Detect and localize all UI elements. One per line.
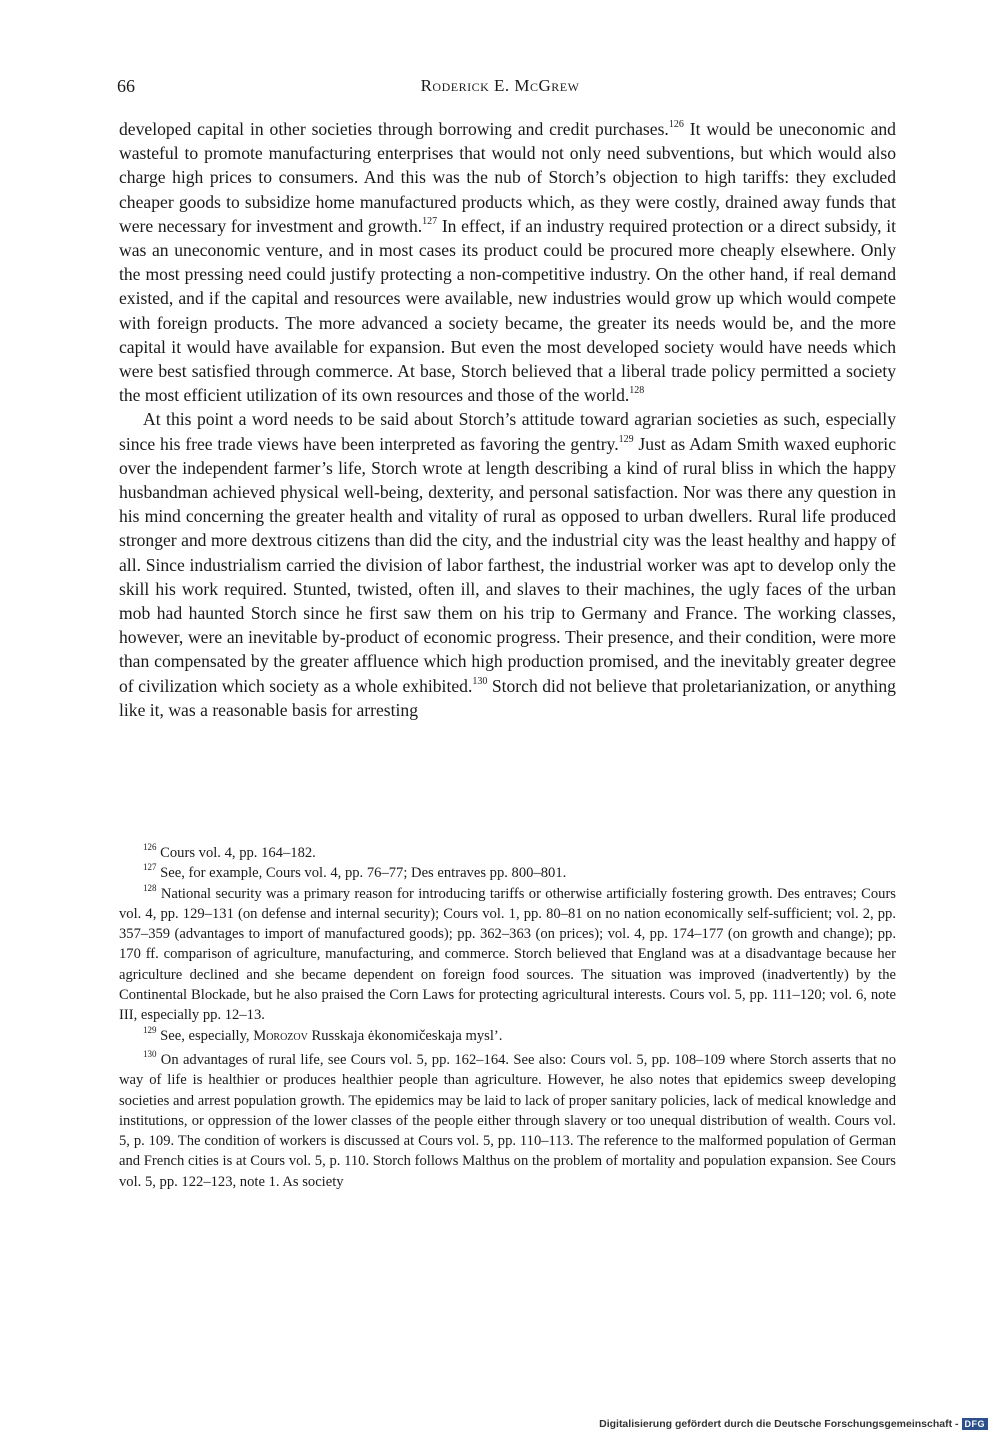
footnotes: [119, 843, 896, 1192]
digitization-credit: [599, 1418, 988, 1430]
footnote-129: [119, 1026, 896, 1046]
footnote-number: 126: [143, 842, 157, 853]
footnote-text: Russkaja ėkonomičeskaja mysl’.: [307, 1027, 503, 1044]
text-run: In effect, if an industry required protection or a direct subsidy, it was an uneconomic venture, and in most cases its product could be procured more cheaply elsewhere. Only the most pressing need could justify protecting a non-competitive industry. On the other hand, if real demand existed, and if the capital and resources were available, new industries would grow up which would compete with foreign products. The more advanced a society became, the greater its needs would be, and the more capital it would have available for expansion. But even the most developed society would have needs which were best satisfied through commerce. At base, Storch believed that a liberal trade policy permitted a society the most efficient utilization of its own resources and those of the world.: [119, 215, 896, 406]
footnote-number: 127: [143, 862, 157, 873]
text-run: developed capital in other societies through borrowing and credit purchases.: [119, 119, 669, 139]
footnote-text: See, especially,: [156, 1027, 254, 1044]
footnote-number: 129: [143, 1024, 157, 1035]
footnote-text: See, for example, Cours vol. 4, pp. 76–77; Des entraves pp. 800–801.: [156, 865, 567, 882]
footnote-number: 130: [143, 1049, 157, 1060]
running-head: Roderick E. McGrew: [420, 76, 580, 95]
text-run: At this point a word needs to be said about Storch’s attitude toward agrarian societies as such, especially since his free trade views have been interpreted as favoring the gentry.: [119, 409, 896, 454]
paragraph: [119, 117, 896, 407]
footnote-number: 128: [143, 882, 157, 893]
footnote-ref[interactable]: 129: [618, 433, 634, 445]
footnote-text: On advantages of rural life, see Cours vol. 5, pp. 162–164. See also: Cours vol. 5, pp. 108–109 where Storch asserts that no way of life is healthier or produces healthier people than agriculture. However, he also notes that epidemics sweep developing societies and arrest population growth. The epidemics may be laid to lack of proper sanitary policies, lack of medical knowledge and institutions, or oppression of the lower classes of the people either through slavery or too unequal distribution of wealth. Cours vol. 5, p. 109. The condition of workers is discussed at Cours vol. 5, pp. 110–113. The reference to the malformed population of German and French cities is at Cours vol. 5, p. 110. Storch follows Malthus on the problem of mortality and population expansion. See Cours vol. 5, pp. 122–123, note 1. As society: [119, 1051, 896, 1190]
footnote-text: National security was a primary reason for introducing tariffs or otherwise artificially fostering growth. Des entraves; Cours vol. 4, pp. 129–131 (on defense and internal security); Cours vol. 1, pp. 80–81 on no nation economically self-sufficient; vol. 2, pp. 357–359 (advantages to import of manufactured goods); pp. 362–363 (on prices); vol. 4, pp. 174–177 (on growth and change); pp. 170 ff. comparison of agriculture, manufacturing, and commerce. Storch believed that England was at a disadvantage because her agriculture declined and she became dependent on foreign food sources. The situation was improved (inadvertently) by the Continental Blockade, but he also praised the Corn Laws for protecting agricultural interests. Cours vol. 5, pp. 111–120; vol. 6, note III, especially pp. 12–13.: [119, 885, 896, 1024]
footnote-text: Cours vol. 4, pp. 164–182.: [156, 845, 316, 861]
dfg-logo: DFG: [962, 1418, 989, 1430]
main-text: [119, 117, 896, 722]
footnote-ref[interactable]: 127: [422, 215, 438, 227]
page-number: 66: [117, 76, 135, 96]
footnote-ref[interactable]: 130: [472, 675, 488, 687]
footnote-author: Morozov: [253, 1027, 308, 1044]
text-run: Storch did not believe that proletarianization, or anything like it, was a reasonable basis for arresting: [119, 675, 896, 720]
text-run: Just as Adam Smith waxed euphoric over the independent farmer’s life, Storch wrote at length describing a kind of rural bliss in which the happy husbandman achieved physical well-being, dexterity, and personal satisfaction. Nor was there any question in his mind concerning the greater health and vitality of rural as opposed to urban dwellers. Rural life produced stronger and more dextrous citizens than did the city, and the industrial city was the least healthy and happy of all. Since industrialism carried the division of labor farthest, the industrial worker was apt to develop only the skill his work required. Stunted, twisted, often ill, and slaves to their machines, the ugly faces of the urban mob had haunted Storch since he first saw them on his trip to Germany and France. The working classes, however, were an inevitable by-product of economic progress. Their presence, and their condition, were more than compensated by the greater affluence which high production promised, and the inevitably greater degree of civilization which society as a whole exhibited.: [119, 433, 897, 696]
credit-text: Digitalisierung gefördert durch die Deutsche Forschungsgemeinschaft -: [599, 1418, 959, 1430]
footnote-ref[interactable]: 128: [629, 385, 645, 397]
paragraph: [119, 407, 896, 722]
footnote-130: [119, 1050, 896, 1192]
footnote-127: [119, 863, 896, 883]
footnote-ref[interactable]: 126: [668, 119, 684, 131]
footnote-126: [119, 843, 896, 863]
footnote-128: [119, 884, 896, 1026]
text-run: It would be uneconomic and wasteful to promote manufacturing enterprises that would not only need subventions, but which would also charge high prices to consumers. And this was the nub of Storch’s objection to high tariffs: they excluded cheaper goods to subsidize home manufactured products which, as they were costly, drained away funds that were necessary for investment and growth.: [119, 119, 896, 236]
